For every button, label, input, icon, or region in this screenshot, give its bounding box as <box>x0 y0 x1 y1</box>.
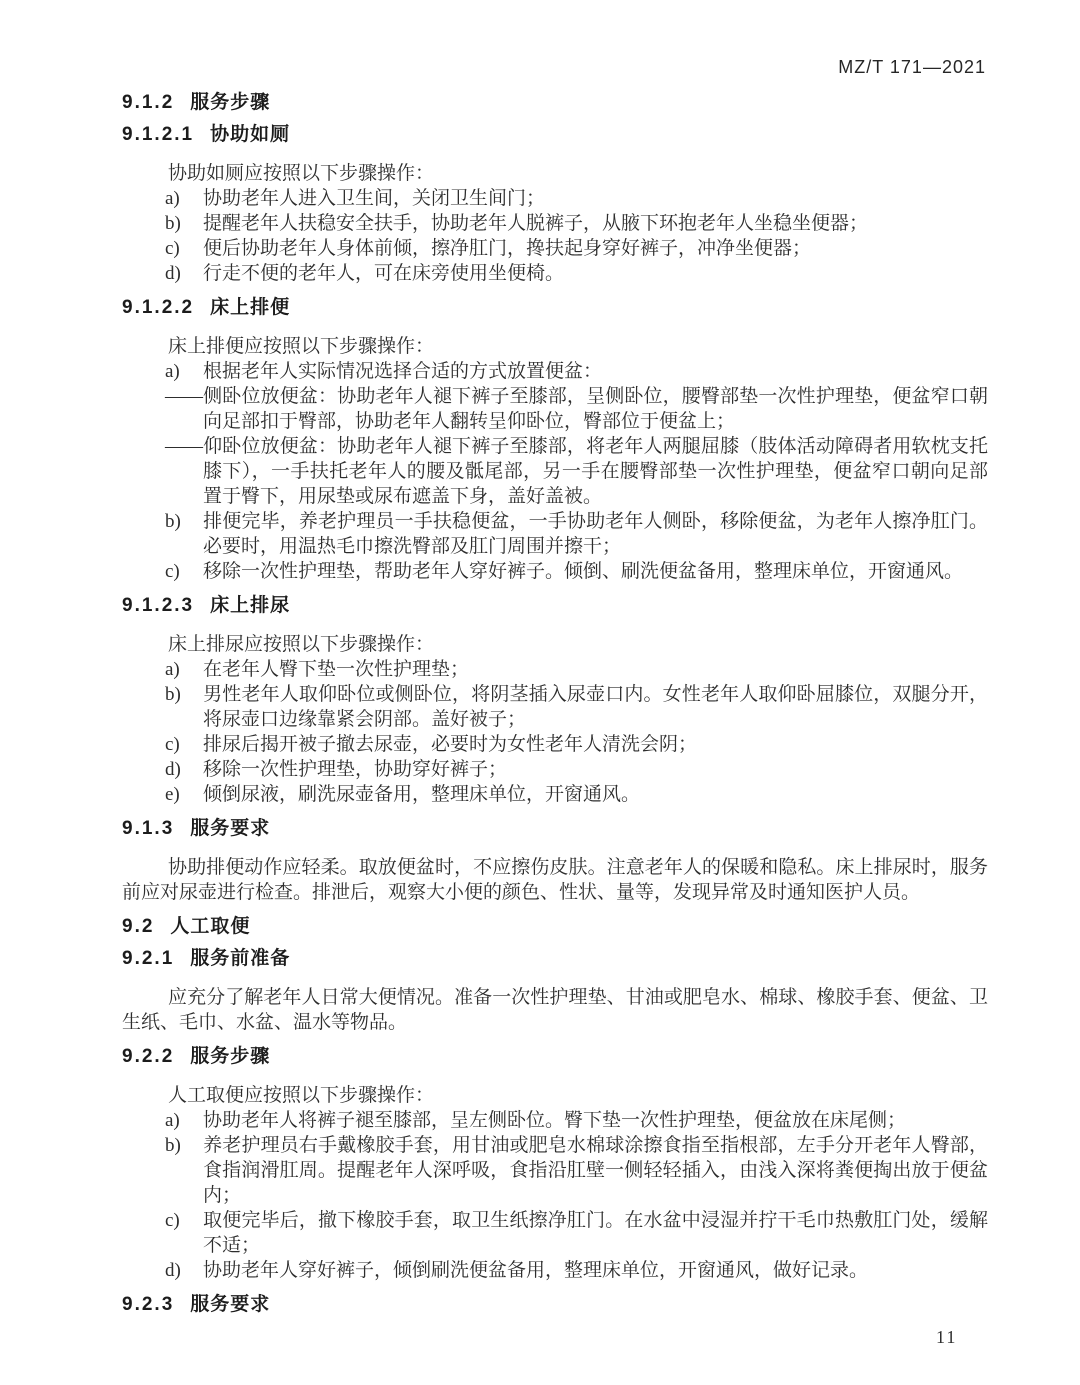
item-marker: c) <box>165 734 180 755</box>
item-marker: c) <box>165 561 180 582</box>
section-number: 9.1.2.1 <box>122 124 195 145</box>
intro-paragraph: 床上排便应按照以下步骤操作： <box>168 336 435 357</box>
section-number: 9.1.2 <box>122 92 175 113</box>
section-heading-9-1-2-3 <box>122 596 988 616</box>
item-marker: c) <box>165 1210 180 1231</box>
item-text: 便后协助老年人身体前倾，擦净肛门，搀扶起身穿好裤子，冲净坐便器； <box>203 238 812 259</box>
section-heading-9-1-3 <box>122 819 988 839</box>
section-heading-9-2-3 <box>122 1295 988 1315</box>
intro-paragraph: 床上排尿应按照以下步骤操作： <box>168 634 435 655</box>
section-title: 服务步骤 <box>190 1046 271 1067</box>
item-text: 排便完毕，养老护理员一手扶稳便盆，一手协助老年人侧卧，移除便盆，为老年人擦净肛门。必要时，用温热毛巾擦洗臀部及肛门周围并擦干； <box>203 511 988 557</box>
item-text: 养老护理员右手戴橡胶手套，用甘油或肥皂水棉球涂擦食指至指根部，左手分开老年人臀部，食指润滑肛周。提醒老年人深呼吸，食指沿肛壁一侧轻轻插入，由浅入深将粪便掏出放于便盆内； <box>203 1135 988 1206</box>
document-content <box>122 0 988 1315</box>
item-marker: d) <box>165 759 181 780</box>
section-title: 床上排便 <box>210 297 291 318</box>
item-marker: b) <box>165 684 181 705</box>
section-heading-9-1-2-1 <box>122 125 988 145</box>
section-title: 协助如厕 <box>210 124 291 145</box>
section-title: 服务步骤 <box>190 92 271 113</box>
item-marker: d) <box>165 1260 181 1281</box>
item-marker: a) <box>165 659 180 680</box>
standard-code-header: MZ/T 171—2021 <box>838 57 986 77</box>
section-title: 人工取便 <box>170 916 251 937</box>
section-heading-9-2 <box>122 917 988 937</box>
item-text: 男性老年人取仰卧位或侧卧位，将阴茎插入尿壶口内。女性老年人取仰卧屈膝位，双腿分开，将尿壶口边缘靠紧会阴部。盖好被子； <box>203 684 988 730</box>
list-item <box>165 1208 988 1258</box>
item-marker: b) <box>165 1135 181 1156</box>
item-text: 在老年人臀下垫一次性护理垫； <box>203 659 470 680</box>
list-item <box>165 186 988 211</box>
item-text: 侧卧位放便盆：协助老年人褪下裤子至膝部，呈侧卧位，腰臀部垫一次性护理垫，便盆窄口朝向足部扣于臀部，协助老年人翻转呈仰卧位，臀部位于便盆上； <box>203 386 988 432</box>
list-item <box>165 1258 988 1283</box>
list-item <box>165 782 988 807</box>
item-text: 协助老年人将裤子褪至膝部，呈左侧卧位。臀下垫一次性护理垫，便盆放在床尾侧； <box>203 1110 907 1131</box>
section-title: 床上排尿 <box>210 595 291 616</box>
page-number: 11 <box>936 1327 958 1347</box>
item-marker: a) <box>165 188 180 209</box>
list-item <box>165 757 988 782</box>
step-list-9-1-2-3 <box>165 657 988 807</box>
step-list-9-1-2-1 <box>165 186 988 286</box>
list-item <box>165 1108 988 1133</box>
item-marker: c) <box>165 238 180 259</box>
intro-paragraph: 人工取便应按照以下步骤操作： <box>168 1085 435 1106</box>
list-item <box>165 509 988 559</box>
item-marker-dash: —— <box>165 386 203 407</box>
section-title: 服务要求 <box>190 1294 271 1315</box>
section-number: 9.1.2.3 <box>122 595 195 616</box>
section-number: 9.1.2.2 <box>122 297 195 318</box>
list-item <box>165 359 988 384</box>
item-text: 取便完毕后，撤下橡胶手套，取卫生纸擦净肛门。在水盆中浸湿并拧干毛巾热敷肛门处，缓解不适； <box>203 1210 988 1256</box>
item-marker-dash: —— <box>165 436 203 457</box>
item-text: 协助老年人穿好裤子，倾倒刷洗便盆备用，整理床单位，开窗通风，做好记录。 <box>203 1260 869 1281</box>
item-text: 移除一次性护理垫，帮助老年人穿好裤子。倾倒、刷洗便盆备用，整理床单位，开窗通风。 <box>203 561 964 582</box>
body-paragraph: 协助排便动作应轻柔。取放便盆时，不应擦伤皮肤。注意老年人的保暖和隐私。床上排尿时，服务前应对尿壶进行检查。排泄后，观察大小便的颜色、性状、量等，发现异常及时通知医护人员。 <box>122 857 988 903</box>
item-text: 仰卧位放便盆：协助老年人褪下裤子至膝部，将老年人两腿屈膝（肢体活动障碍者用软枕支托膝下），一手扶托老年人的腰及骶尾部，另一手在腰臀部垫一次性护理垫，便盆窄口朝向足部置于臀下，用尿垫或尿布遮盖下身，盖好盖被。 <box>203 436 988 507</box>
item-text: 根据老年人实际情况选择合适的方式放置便盆： <box>203 361 603 382</box>
section-number: 9.2.1 <box>122 948 175 969</box>
item-text: 协助老年人进入卫生间，关闭卫生间门； <box>203 188 546 209</box>
intro-paragraph: 协助如厕应按照以下步骤操作： <box>168 163 435 184</box>
item-marker: d) <box>165 263 181 284</box>
section-title: 服务前准备 <box>190 948 291 969</box>
section-title: 服务要求 <box>190 818 271 839</box>
section-number: 9.2.2 <box>122 1046 175 1067</box>
list-item <box>165 236 988 261</box>
item-marker: a) <box>165 1110 180 1131</box>
item-text: 移除一次性护理垫，协助穿好裤子； <box>203 759 508 780</box>
list-item <box>165 261 988 286</box>
step-list-9-1-2-2 <box>165 359 988 584</box>
list-item <box>165 211 988 236</box>
list-item <box>165 732 988 757</box>
section-heading-9-2-2 <box>122 1047 988 1067</box>
list-item <box>165 559 988 584</box>
section-number: 9.1.3 <box>122 818 175 839</box>
section-number: 9.2 <box>122 916 155 937</box>
item-text: 排尿后揭开被子撤去尿壶，必要时为女性老年人清洗会阴； <box>203 734 698 755</box>
list-item <box>165 682 988 732</box>
list-item-dash <box>165 434 988 509</box>
item-text: 提醒老年人扶稳安全扶手，协助老年人脱裤子，从腋下环抱老年人坐稳坐便器； <box>203 213 869 234</box>
item-marker: a) <box>165 361 180 382</box>
item-marker: e) <box>165 784 180 805</box>
section-heading-9-1-2 <box>122 93 988 113</box>
item-marker: b) <box>165 511 181 532</box>
section-heading-9-2-1 <box>122 949 988 969</box>
section-heading-9-1-2-2 <box>122 298 988 318</box>
body-paragraph: 应充分了解老年人日常大便情况。准备一次性护理垫、甘油或肥皂水、棉球、橡胶手套、便盆、卫生纸、毛巾、水盆、温水等物品。 <box>122 987 988 1033</box>
item-text: 行走不便的老年人，可在床旁使用坐便椅。 <box>203 263 565 284</box>
list-item-dash <box>165 384 988 434</box>
section-number: 9.2.3 <box>122 1294 175 1315</box>
step-list-9-2-2 <box>165 1108 988 1283</box>
list-item <box>165 1133 988 1208</box>
item-marker: b) <box>165 213 181 234</box>
list-item <box>165 657 988 682</box>
item-text: 倾倒尿液，刷洗尿壶备用，整理床单位，开窗通风。 <box>203 784 641 805</box>
